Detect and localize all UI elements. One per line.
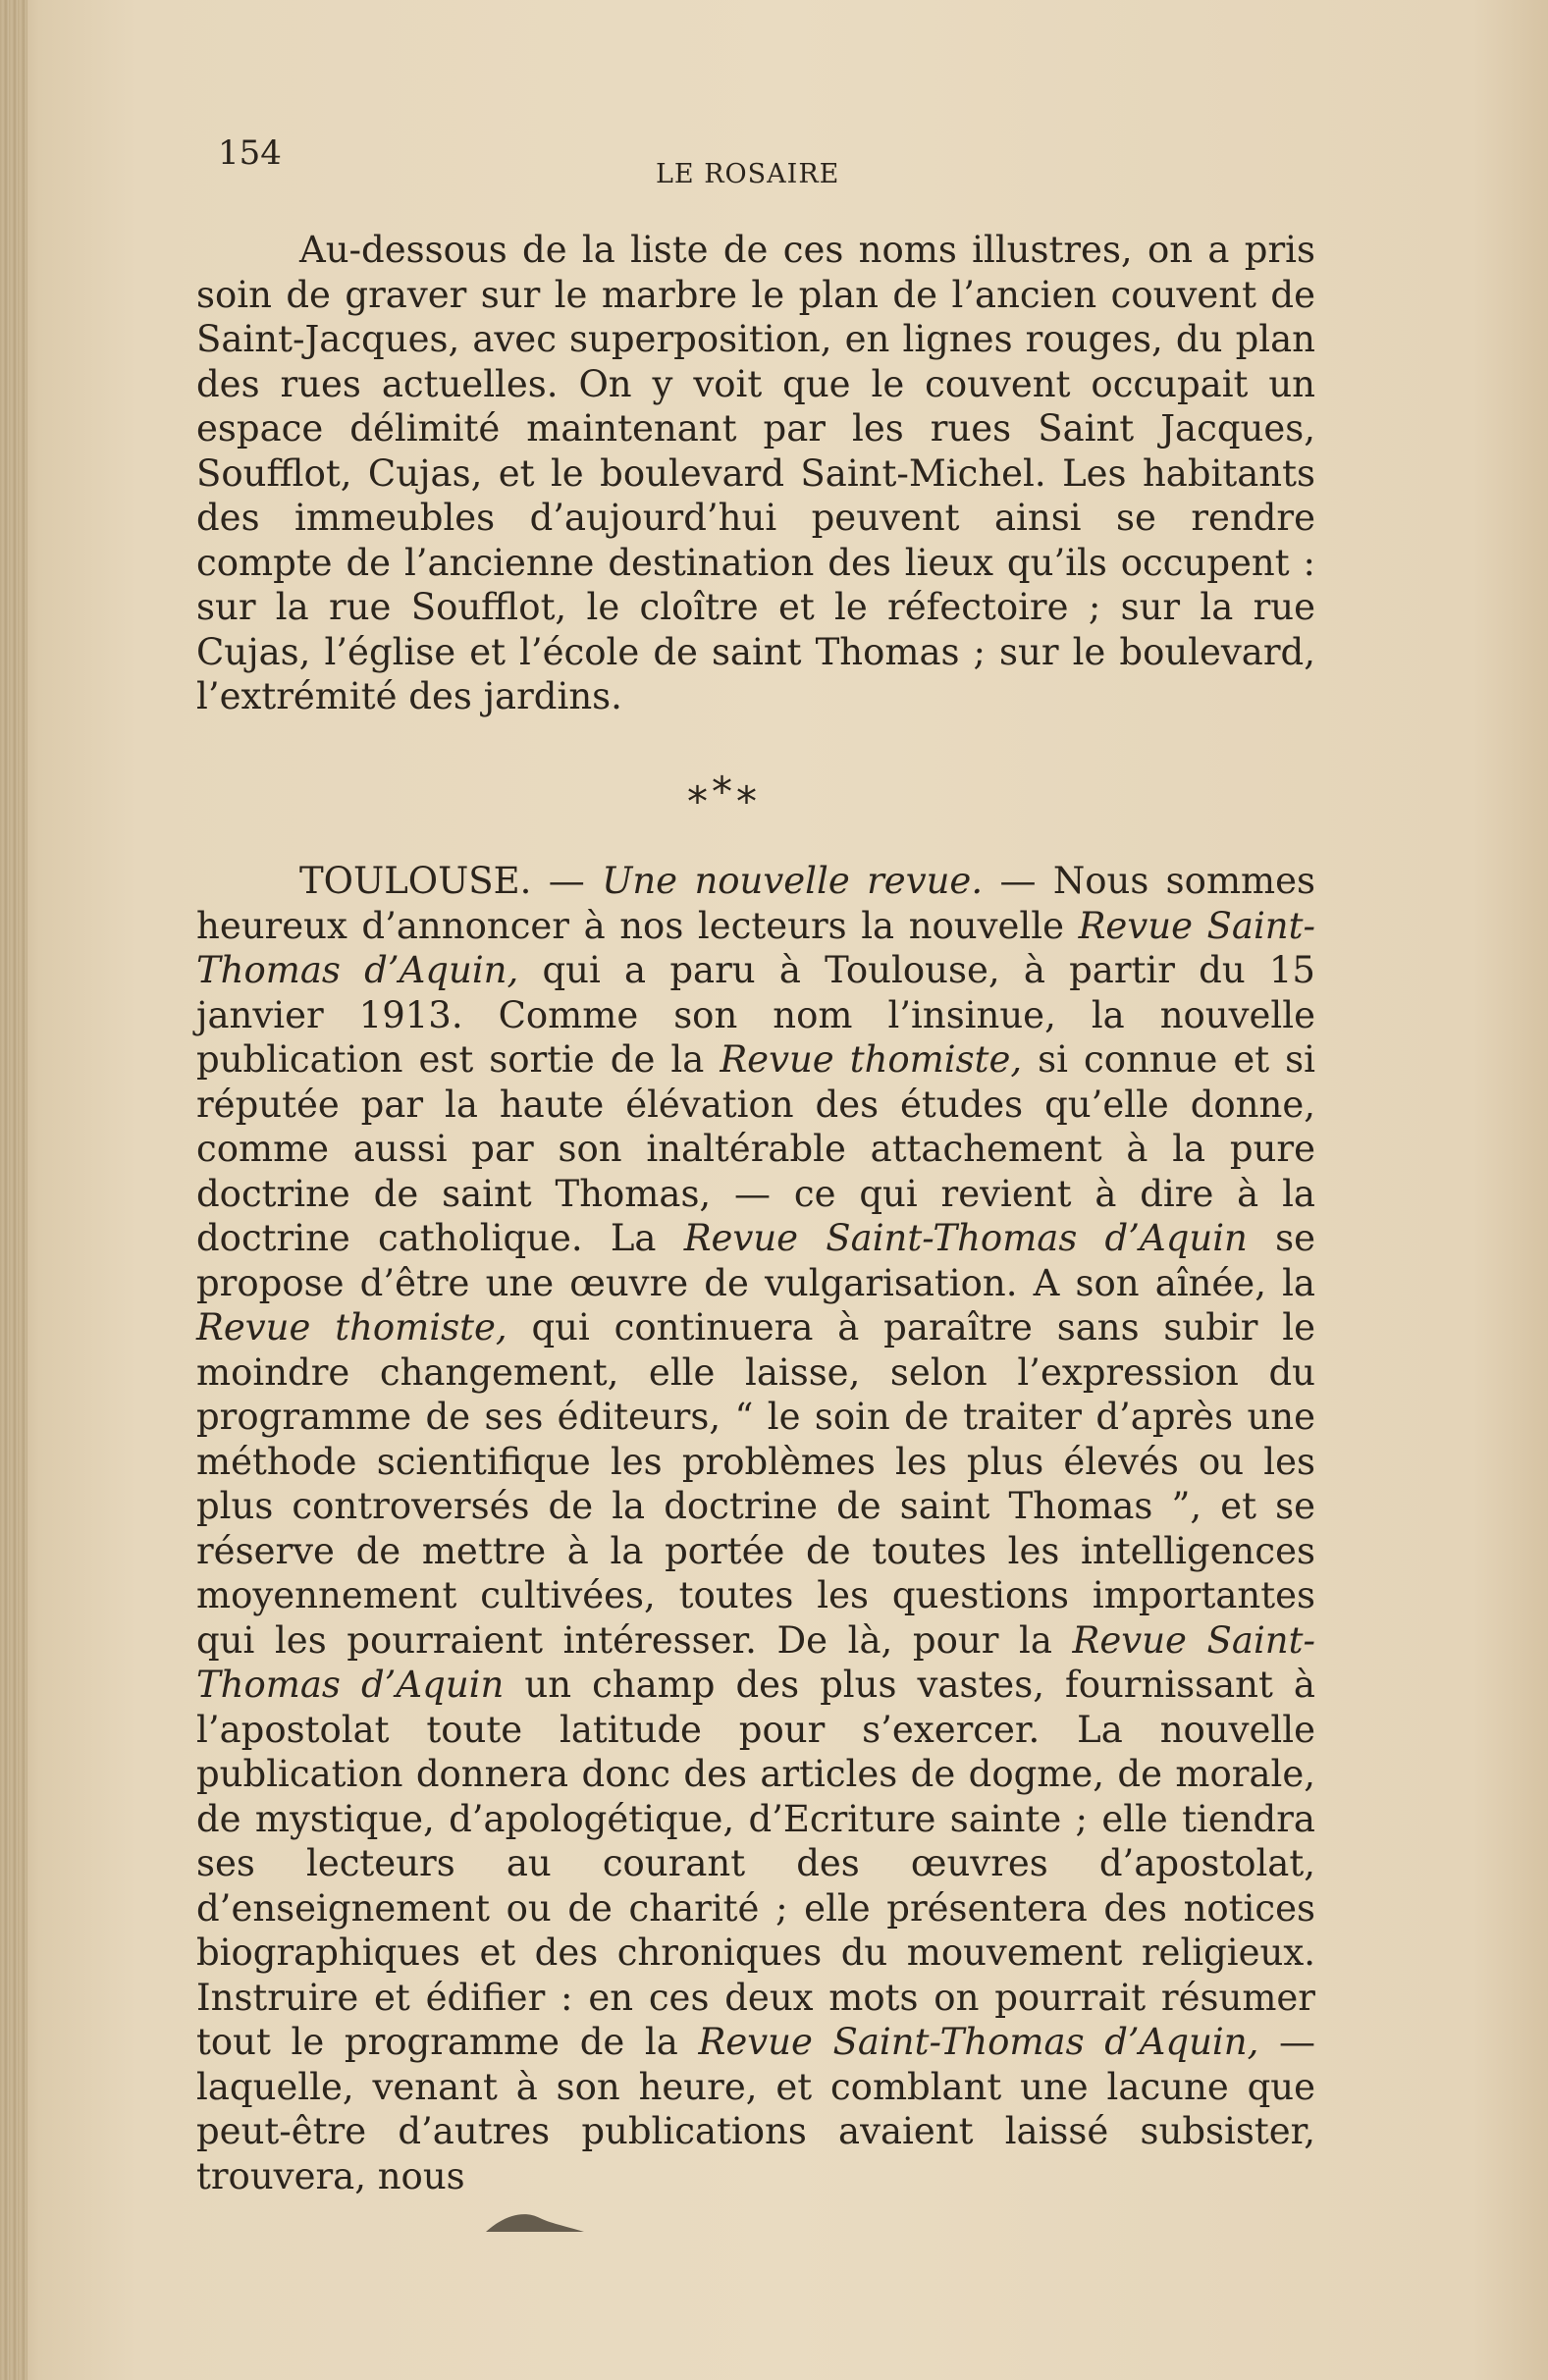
italic-run: Revue thomiste, [196, 1306, 507, 1349]
text-run: — Nous sommes heureux d’annoncer à nos lecteurs la nouvelle [196, 860, 1316, 947]
page-number: 154 [218, 133, 282, 173]
paragraph-text: Au-dessous de la liste de ces noms illustres, on a pris soin de graver sur le marbre le plan de l’ancien couvent de Saint-Jacques, avec superposition, en lignes rouges, du plan des rues actuelles. On y voit que le couvent occupait un espace délimité maintenant par les rues Saint Jacques, Soufflot, Cujas, et le boulevard Saint-Michel. Les habitants des immeubles d’aujourd’hui peuvent ainsi se rendre compte de l’ancienne destination des lieux qu’ils occupent : sur la rue Soufflot, le cloître et le réfectoire ; sur la rue Cujas, l’église et l’école de saint Thomas ; sur le boulevard, l’extrémité des jardins. [196, 229, 1315, 717]
bottom-ornament [481, 2206, 589, 2236]
paragraph-toulouse-revue [196, 859, 1315, 2198]
italic-run: Revue Saint-Thomas d’Aquin, [698, 2021, 1259, 2063]
running-title: LE ROSAIRE [656, 159, 840, 189]
paragraph-paris-couvent [196, 228, 1315, 719]
italic-run: Une nouvelle revue. [602, 860, 984, 902]
asterisk-left: * [687, 777, 712, 825]
asterisk-right: * [736, 777, 761, 825]
text-run: qui continuera à paraître sans subir le moindre changement, elle laisse, selon l’expression du programme de ses éditeurs, “ le soin de traiter d’après une méthode scientifique les problèmes les plus élevés ou les plus controversés de la doctrine de saint Thomas ”, et se réserve de mettre à la portée de toutes les intelligences moyennement cultivées, toutes les questions importantes qui les pourraient intéresser. De là, pour la [196, 1306, 1315, 1662]
italic-run: Revue thomiste, [720, 1038, 1023, 1081]
asterisk-middle: * [712, 767, 736, 816]
italic-run: Revue Saint-Thomas d’Aquin [196, 1618, 1315, 1706]
text-run: qui a paru à Toulouse, à partir du 15 janvier 1913. Comme son nom l’insinue, la nouvelle publication est sortie de la [196, 949, 1315, 1081]
section-separator-asterism [687, 767, 761, 825]
book-binding-edge [0, 0, 27, 2380]
text-run: — laquelle, venant à son heure, et comblant une lacune que peut-être d’autres publications avaient laissé subsister, trouvera, nous [196, 2021, 1315, 2197]
text-run: si connue et si réputée par la haute élévation des études qu’elle donne, comme aussi par son inaltérable attachement à la pure doctrine de saint Thomas, — ce qui revient à dire à la doctrine catholique. La [196, 1038, 1315, 1259]
text-run: un champ des plus vastes, fournissant à l’apostolat toute latitude pour s’exercer. La nouvelle publication donnera donc des articles de dogme, de morale, de mystique, d’apologétique, d’Ecriture sainte ; elle tiendra ses lecteurs au courant des œuvres d’apostolat, d’enseignement ou de charité ; elle présentera des notices biographiques et des chroniques du mouvement religieux. Instruire et édifier : en ces deux mots on pourrait résumer tout le programme de la [196, 1664, 1315, 2063]
italic-run: Revue Saint-Thomas d’Aquin [683, 1217, 1248, 1259]
text-run: se propose d’être une œuvre de vulgarisation. A son aînée, la [196, 1217, 1315, 1304]
text-run: TOULOUSE. — [299, 860, 603, 902]
italic-run: Revue Saint-Thomas d’Aquin, [196, 904, 1315, 991]
paragraph-text [196, 859, 1315, 2198]
